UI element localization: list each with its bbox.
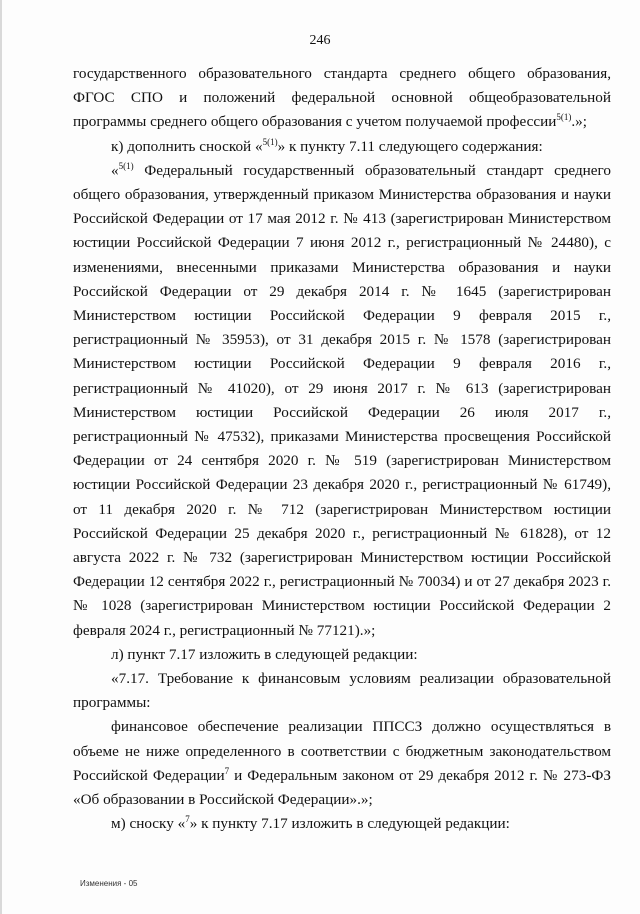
paragraph-financing — [73, 715, 611, 812]
footnote-marker: 5(1) — [556, 112, 572, 123]
footnote-marker: 7 — [224, 765, 230, 776]
paragraph-item-m — [73, 812, 611, 836]
paragraph-text: и Федеральным законом от 29 декабря 2012 г. № 273-ФЗ «Об образовании в Российской Федерации».»; — [73, 766, 611, 809]
quote-mark: « — [111, 161, 119, 179]
paragraph-text: л) пункт 7.17 изложить в следующей редакции: — [111, 645, 418, 663]
document-body — [73, 62, 611, 837]
footnote-marker: 5(1) — [118, 160, 134, 171]
page-footer: Изменения - 05 — [80, 879, 138, 888]
paragraph-item-l — [73, 643, 611, 667]
footnote-marker: 7 — [185, 814, 190, 825]
paragraph-clause-7-17 — [73, 667, 611, 715]
paragraph-item-k — [73, 135, 611, 159]
scan-edge — [0, 0, 2, 914]
paragraph-text: «7.17. Требование к финансовым условиям реализации образовательной программы: — [73, 670, 611, 712]
paragraph-text: государственного образовательного стандарта среднего общего образования, ФГОС СПО и положений федеральной основной общеобразовательной программы среднего общего образования с учетом получаемой профессии — [73, 65, 611, 131]
page-number: 246 — [309, 33, 331, 48]
paragraph-standard-continuation — [73, 62, 611, 135]
paragraph-text: » к пункту 7.11 следующего содержания: — [277, 137, 543, 155]
paragraph-text: м) сноску « — [111, 815, 186, 833]
paragraph-text: к) дополнить сноской « — [111, 137, 263, 155]
paragraph-footnote-text — [73, 159, 611, 643]
paragraph-text: » к пункту 7.17 изложить в следующей редакции: — [189, 815, 510, 833]
paragraph-text: финансовое обеспечение реализации ППССЗ должно осуществляться в объеме не ниже определенного в соответствии с бюджетным законодательством Российской Федерации — [73, 718, 611, 784]
paragraph-text: .»; — [571, 113, 587, 131]
paragraph-text: Федеральный государственный образовательный стандарт среднего общего образования, утвержденный приказом Министерства образования и науки Российской Федерации от 17 мая 2012 г. № 413 (зарегистрирован Министерством юстиции Российской Федерации 7 июня 2012 г., регистрационный № 24480), с изменениями, внесенными приказами Министерства образования и науки Российской Федерации от 29 декабря 2014 г. № 1645 (зарегистрирован Министерством юстиции Российской Федерации 9 февраля 2015 г., регистрационный № 35953), от 31 декабря 2015 г. № 1578 (зарегистрирован Министерством юстиции Российской Федерации 9 февраля 2016 г., регистрационный № 41020), от 29 июня 2017 г. № 613 (зарегистрирован Министерством юстиции Российской Федерации 26 июля 2017 г., регистрационный № 47532), приказами Министерства просвещения Российской Федерации от 24 сентября 2020 г. № 519 (зарегистрирован Министерством юстиции Российской Федерации 23 декабря 2020 г., регистрационный № 61749), от 11 декабря 2020 г. № 712 (зарегистрирован Министерством юстиции Российской Федерации 25 декабря 2020 г., регистрационный № 61828), от 12 августа 2022 г. № 732 (зарегистрирован Министерством юстиции Российской Федерации 12 сентября 2022 г., регистрационный № 70034) и от 27 декабря 2023 г. № 1028 (зарегистрирован Министерством юстиции Российской Федерации 2 февраля 2024 г., регистрационный № 77121).»; — [73, 161, 611, 639]
footnote-marker: 5(1) — [262, 136, 278, 147]
